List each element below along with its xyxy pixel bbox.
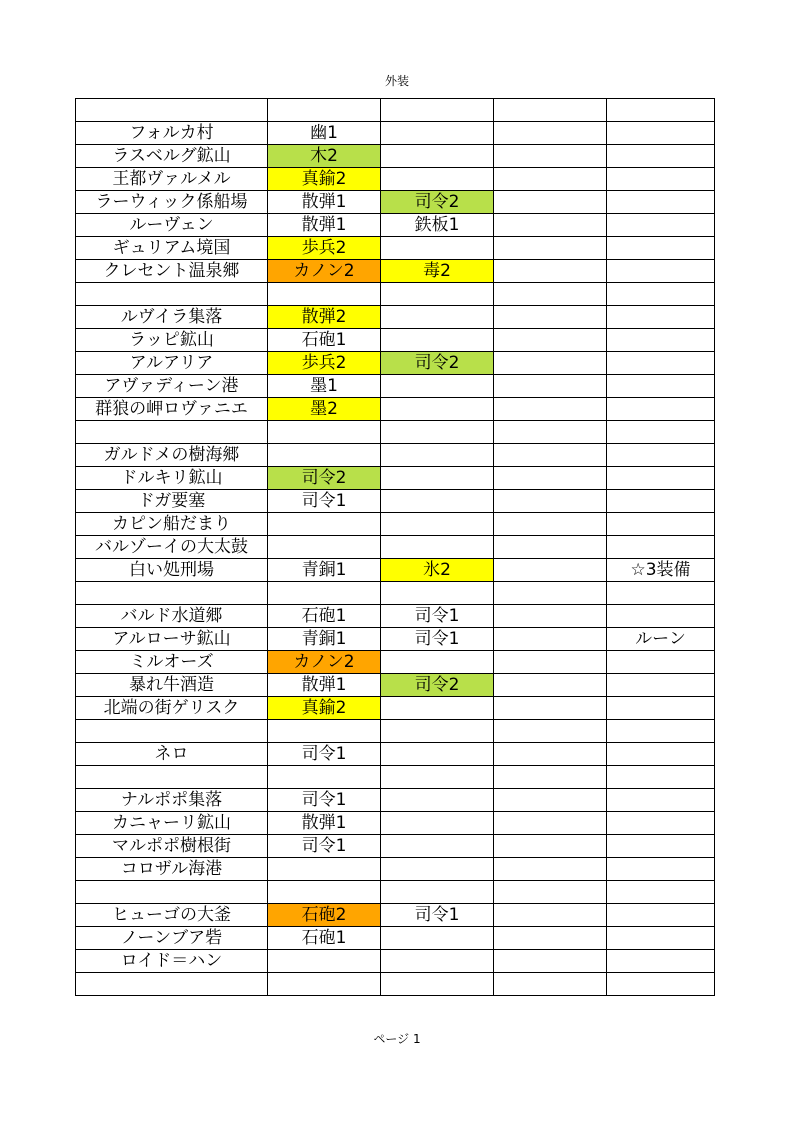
location-cell[interactable]: 北端の街ゲリスク (76, 697, 268, 720)
table-row (76, 398, 715, 421)
item-cell-1[interactable] (268, 720, 381, 743)
item-cell-3[interactable] (494, 444, 607, 467)
item-cell-3[interactable] (494, 766, 607, 789)
location-cell[interactable] (76, 421, 268, 444)
note-cell[interactable] (607, 720, 715, 743)
item-cell-1[interactable]: 真鍮2 (268, 168, 381, 191)
location-cell[interactable]: マルポポ樹根街 (76, 835, 268, 858)
item-cell-3[interactable] (494, 582, 607, 605)
table-row (76, 559, 715, 582)
location-cell[interactable]: 王都ヴァルメル (76, 168, 268, 191)
note-cell[interactable] (607, 513, 715, 536)
location-cell[interactable] (76, 283, 268, 306)
table-row (76, 375, 715, 398)
item-cell-1[interactable] (268, 582, 381, 605)
table-row (76, 858, 715, 881)
item-cell-1[interactable] (268, 858, 381, 881)
table-row (76, 168, 715, 191)
item-cell-2[interactable] (381, 766, 494, 789)
item-cell-3[interactable] (494, 720, 607, 743)
table-row (76, 582, 715, 605)
table-row (76, 191, 715, 214)
table-row (76, 490, 715, 513)
item-cell-2[interactable] (381, 812, 494, 835)
item-cell-2[interactable]: 司令2 (381, 352, 494, 375)
item-cell-1[interactable] (268, 973, 381, 996)
item-cell-1[interactable] (268, 536, 381, 559)
item-cell-2[interactable] (381, 467, 494, 490)
item-cell-1[interactable] (268, 421, 381, 444)
item-cell-1[interactable]: 司令1 (268, 835, 381, 858)
item-cell-3[interactable] (494, 628, 607, 651)
note-cell[interactable] (607, 697, 715, 720)
item-cell-2[interactable]: 司令1 (381, 904, 494, 927)
location-cell[interactable]: アルアリア (76, 352, 268, 375)
item-cell-3[interactable] (494, 467, 607, 490)
item-cell-1[interactable]: 幽1 (268, 122, 381, 145)
item-cell-1[interactable]: 散弾1 (268, 214, 381, 237)
item-cell-1[interactable]: 散弾1 (268, 674, 381, 697)
location-cell[interactable]: ギュリアム境国 (76, 237, 268, 260)
note-cell[interactable] (607, 145, 715, 168)
table-row (76, 904, 715, 927)
item-cell-3[interactable] (494, 927, 607, 950)
table-row (76, 720, 715, 743)
note-cell[interactable] (607, 927, 715, 950)
table-row (76, 973, 715, 996)
item-cell-1[interactable] (268, 99, 381, 122)
item-cell-3[interactable] (494, 352, 607, 375)
item-cell-2[interactable] (381, 490, 494, 513)
table-row (76, 260, 715, 283)
item-cell-1[interactable]: 真鍮2 (268, 697, 381, 720)
item-cell-2[interactable] (381, 375, 494, 398)
table-row (76, 605, 715, 628)
note-cell[interactable] (607, 835, 715, 858)
table-row (76, 145, 715, 168)
item-cell-2[interactable] (381, 858, 494, 881)
table-row (76, 306, 715, 329)
note-cell[interactable] (607, 904, 715, 927)
item-cell-2[interactable] (381, 927, 494, 950)
table-row (76, 214, 715, 237)
item-cell-3[interactable] (494, 559, 607, 582)
table-row (76, 283, 715, 306)
note-cell[interactable] (607, 950, 715, 973)
note-cell[interactable] (607, 973, 715, 996)
table-row (76, 237, 715, 260)
note-cell[interactable] (607, 375, 715, 398)
item-cell-2[interactable] (381, 421, 494, 444)
item-cell-1[interactable] (268, 283, 381, 306)
item-cell-2[interactable]: 司令1 (381, 628, 494, 651)
item-cell-3[interactable] (494, 950, 607, 973)
item-cell-2[interactable] (381, 513, 494, 536)
note-cell[interactable] (607, 651, 715, 674)
item-cell-2[interactable] (381, 168, 494, 191)
item-cell-2[interactable] (381, 582, 494, 605)
item-cell-3[interactable] (494, 490, 607, 513)
item-cell-3[interactable] (494, 99, 607, 122)
location-cell[interactable]: 暴れ牛酒造 (76, 674, 268, 697)
location-cell[interactable]: フォルカ村 (76, 122, 268, 145)
note-cell[interactable] (607, 99, 715, 122)
location-cell[interactable] (76, 973, 268, 996)
location-cell[interactable]: クレセント温泉郷 (76, 260, 268, 283)
location-cell[interactable]: バルゾーイの大太鼓 (76, 536, 268, 559)
item-cell-1[interactable]: 司令1 (268, 490, 381, 513)
item-cell-3[interactable] (494, 881, 607, 904)
item-cell-1[interactable]: カノン2 (268, 651, 381, 674)
page-header: 外装 (384, 74, 409, 88)
item-cell-1[interactable]: 石砲1 (268, 329, 381, 352)
item-cell-2[interactable] (381, 329, 494, 352)
location-cell[interactable]: バルド水道郷 (76, 605, 268, 628)
note-cell[interactable] (607, 168, 715, 191)
note-cell[interactable] (607, 191, 715, 214)
note-cell[interactable] (607, 582, 715, 605)
item-cell-2[interactable] (381, 99, 494, 122)
item-cell-2[interactable] (381, 950, 494, 973)
item-cell-3[interactable] (494, 375, 607, 398)
table-row (76, 352, 715, 375)
note-cell[interactable] (607, 858, 715, 881)
note-cell[interactable] (607, 122, 715, 145)
location-cell[interactable]: ドガ要塞 (76, 490, 268, 513)
item-cell-3[interactable] (494, 789, 607, 812)
location-cell[interactable]: コロザル海港 (76, 858, 268, 881)
item-cell-2[interactable]: 毒2 (381, 260, 494, 283)
item-cell-2[interactable]: 司令2 (381, 191, 494, 214)
item-cell-3[interactable] (494, 306, 607, 329)
item-cell-2[interactable] (381, 881, 494, 904)
note-cell[interactable] (607, 812, 715, 835)
item-cell-3[interactable] (494, 904, 607, 927)
location-cell[interactable]: ヒューゴの大釜 (76, 904, 268, 927)
note-cell[interactable] (607, 444, 715, 467)
location-cell[interactable] (76, 766, 268, 789)
item-cell-1[interactable]: 墨2 (268, 398, 381, 421)
location-cell[interactable]: ルヴイラ集落 (76, 306, 268, 329)
note-cell[interactable]: ☆3装備 (607, 559, 715, 582)
item-cell-1[interactable]: 青銅1 (268, 559, 381, 582)
note-cell[interactable] (607, 490, 715, 513)
item-cell-3[interactable] (494, 858, 607, 881)
item-cell-1[interactable]: 石砲2 (268, 904, 381, 927)
note-cell[interactable] (607, 674, 715, 697)
item-cell-2[interactable] (381, 789, 494, 812)
note-cell[interactable] (607, 743, 715, 766)
item-cell-3[interactable] (494, 973, 607, 996)
location-cell[interactable]: 群狼の岬ロヴァニエ (76, 398, 268, 421)
table-row (76, 789, 715, 812)
note-cell[interactable] (607, 237, 715, 260)
location-cell[interactable]: ロイド＝ハン (76, 950, 268, 973)
item-cell-1[interactable]: 司令1 (268, 789, 381, 812)
note-cell[interactable] (607, 260, 715, 283)
item-cell-1[interactable]: 司令2 (268, 467, 381, 490)
note-cell[interactable] (607, 536, 715, 559)
note-cell[interactable] (607, 352, 715, 375)
item-cell-2[interactable] (381, 651, 494, 674)
item-cell-1[interactable]: 石砲1 (268, 927, 381, 950)
item-cell-3[interactable] (494, 835, 607, 858)
location-cell[interactable]: ラスベルグ鉱山 (76, 145, 268, 168)
item-cell-3[interactable] (494, 283, 607, 306)
item-cell-1[interactable]: 石砲1 (268, 605, 381, 628)
item-cell-1[interactable]: 散弾2 (268, 306, 381, 329)
item-cell-2[interactable] (381, 398, 494, 421)
spreadsheet-table (75, 98, 715, 996)
item-cell-2[interactable] (381, 145, 494, 168)
table-row (76, 950, 715, 973)
note-cell[interactable] (607, 421, 715, 444)
table-row (76, 697, 715, 720)
item-cell-1[interactable] (268, 766, 381, 789)
item-cell-3[interactable] (494, 329, 607, 352)
item-cell-3[interactable] (494, 122, 607, 145)
item-cell-3[interactable] (494, 168, 607, 191)
item-cell-3[interactable] (494, 651, 607, 674)
note-cell[interactable] (607, 766, 715, 789)
location-cell[interactable] (76, 99, 268, 122)
table-row (76, 467, 715, 490)
table-row (76, 329, 715, 352)
location-cell[interactable]: 白い処刑場 (76, 559, 268, 582)
note-cell[interactable] (607, 605, 715, 628)
table-row (76, 743, 715, 766)
table-row (76, 513, 715, 536)
location-cell[interactable]: アルローサ鉱山 (76, 628, 268, 651)
item-cell-3[interactable] (494, 812, 607, 835)
item-cell-3[interactable] (494, 260, 607, 283)
item-cell-3[interactable] (494, 145, 607, 168)
item-cell-2[interactable] (381, 697, 494, 720)
table-row (76, 421, 715, 444)
page-footer: ページ 1 (373, 1032, 421, 1046)
item-cell-3[interactable] (494, 605, 607, 628)
item-cell-2[interactable]: 鉄板1 (381, 214, 494, 237)
item-cell-2[interactable] (381, 306, 494, 329)
note-cell[interactable] (607, 283, 715, 306)
item-cell-1[interactable] (268, 881, 381, 904)
table-row (76, 674, 715, 697)
note-cell[interactable] (607, 329, 715, 352)
item-cell-1[interactable]: 歩兵2 (268, 352, 381, 375)
item-cell-2[interactable]: 氷2 (381, 559, 494, 582)
location-cell[interactable]: ノーンブア砦 (76, 927, 268, 950)
item-cell-2[interactable] (381, 283, 494, 306)
item-cell-1[interactable] (268, 950, 381, 973)
item-cell-2[interactable] (381, 444, 494, 467)
item-cell-1[interactable] (268, 444, 381, 467)
item-cell-2[interactable] (381, 720, 494, 743)
location-cell[interactable]: ラッピ鉱山 (76, 329, 268, 352)
item-cell-2[interactable]: 司令1 (381, 605, 494, 628)
location-cell[interactable] (76, 881, 268, 904)
location-cell[interactable]: ミルオーズ (76, 651, 268, 674)
item-cell-2[interactable] (381, 835, 494, 858)
item-cell-3[interactable] (494, 214, 607, 237)
note-cell[interactable] (607, 881, 715, 904)
location-cell[interactable]: ラーウィック係船場 (76, 191, 268, 214)
item-cell-3[interactable] (494, 398, 607, 421)
item-cell-2[interactable]: 司令2 (381, 674, 494, 697)
table-row (76, 766, 715, 789)
item-cell-1[interactable]: 歩兵2 (268, 237, 381, 260)
note-cell[interactable] (607, 789, 715, 812)
table-row (76, 628, 715, 651)
note-cell[interactable] (607, 467, 715, 490)
table-row (76, 122, 715, 145)
location-cell[interactable]: カピン船だまり (76, 513, 268, 536)
location-cell[interactable]: カニャーリ鉱山 (76, 812, 268, 835)
location-cell[interactable]: アヴァディーン港 (76, 375, 268, 398)
table-row (76, 99, 715, 122)
location-cell[interactable]: ガルドメの樹海郷 (76, 444, 268, 467)
table-row (76, 651, 715, 674)
location-cell[interactable]: ネロ (76, 743, 268, 766)
item-cell-2[interactable] (381, 973, 494, 996)
item-cell-1[interactable]: 青銅1 (268, 628, 381, 651)
location-cell[interactable]: ドルキリ鉱山 (76, 467, 268, 490)
table-row (76, 881, 715, 904)
table-row (76, 444, 715, 467)
item-cell-3[interactable] (494, 674, 607, 697)
item-cell-1[interactable] (268, 513, 381, 536)
item-cell-3[interactable] (494, 237, 607, 260)
item-cell-3[interactable] (494, 421, 607, 444)
item-cell-2[interactable] (381, 237, 494, 260)
item-cell-1[interactable]: 散弾1 (268, 191, 381, 214)
item-cell-1[interactable]: カノン2 (268, 260, 381, 283)
location-cell[interactable]: ルーヴェン (76, 214, 268, 237)
item-cell-3[interactable] (494, 536, 607, 559)
note-cell[interactable] (607, 306, 715, 329)
note-cell[interactable] (607, 398, 715, 421)
table-row (76, 927, 715, 950)
item-cell-3[interactable] (494, 697, 607, 720)
table-row (76, 536, 715, 559)
item-cell-1[interactable]: 墨1 (268, 375, 381, 398)
item-cell-3[interactable] (494, 191, 607, 214)
item-cell-2[interactable] (381, 743, 494, 766)
item-cell-2[interactable] (381, 122, 494, 145)
location-cell[interactable] (76, 582, 268, 605)
note-cell[interactable]: ルーン (607, 628, 715, 651)
table-row (76, 812, 715, 835)
item-cell-1[interactable]: 木2 (268, 145, 381, 168)
location-cell[interactable] (76, 720, 268, 743)
item-cell-1[interactable]: 散弾1 (268, 812, 381, 835)
note-cell[interactable] (607, 214, 715, 237)
location-cell[interactable]: ナルポポ集落 (76, 789, 268, 812)
table-row (76, 835, 715, 858)
item-cell-3[interactable] (494, 743, 607, 766)
item-cell-1[interactable]: 司令1 (268, 743, 381, 766)
item-cell-2[interactable] (381, 536, 494, 559)
item-cell-3[interactable] (494, 513, 607, 536)
